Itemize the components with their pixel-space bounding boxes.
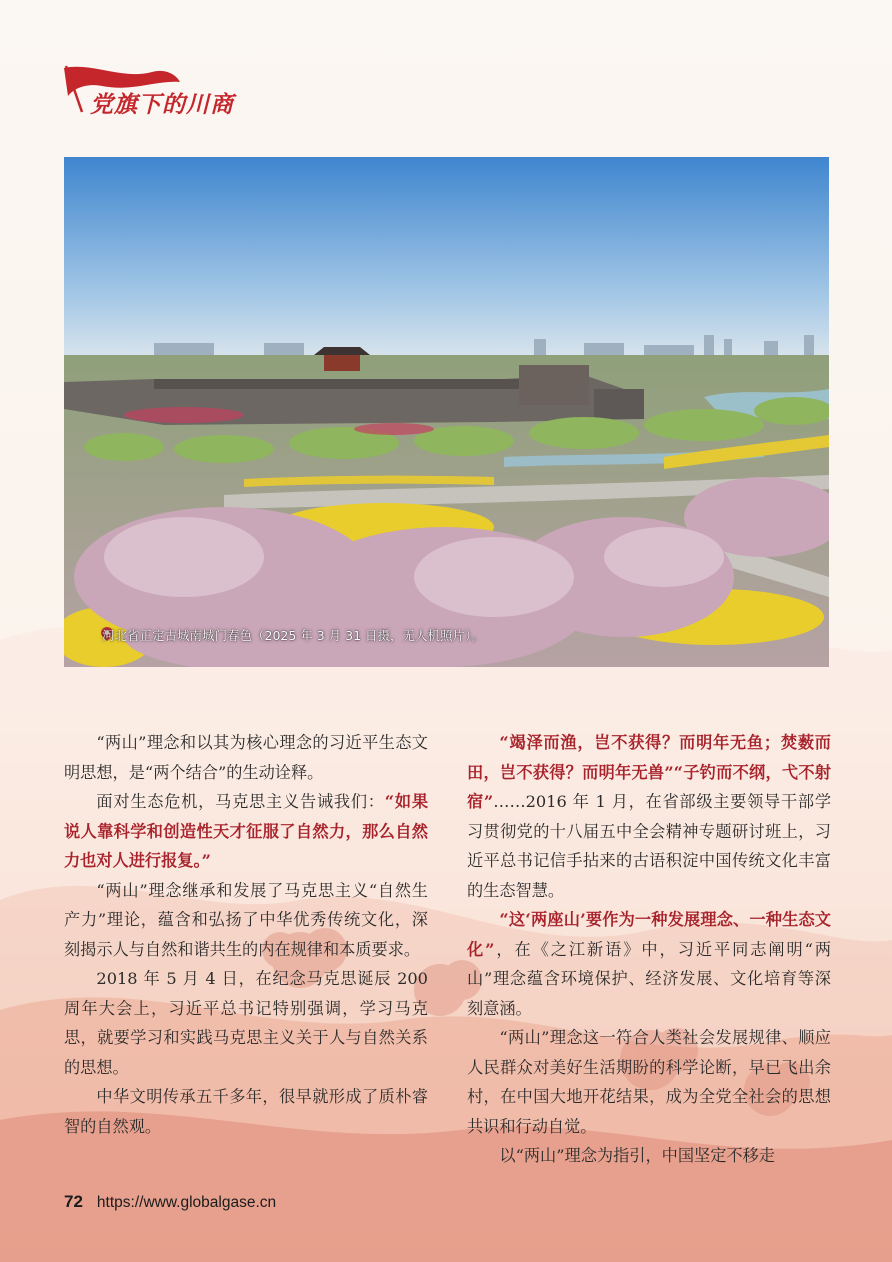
page-footer bbox=[64, 1192, 276, 1212]
left-text-column bbox=[64, 728, 428, 1141]
paragraph: “这‘两座山’要作为一种发展理念、一种生态文化”，在《之江新语》中，习近平同志阐明“两山”理念蕴含环境保护、经济发展、文化培育等深刻意涵。 bbox=[467, 910, 832, 1018]
header-logo bbox=[62, 62, 234, 120]
paragraph: 中华文明传承五千多年，很早就形成了质朴睿智的自然观。 bbox=[64, 1087, 428, 1136]
paragraph: “竭泽而渔，岂不获得？而明年无鱼；焚薮而田，岂不获得？而明年无兽”“子钓而不纲，弋不射宿”……2016 年 1 月，在省部级主要领导干部学习贯彻党的十八届五中全会精神专题研讨班上，习近平总书记信手拈来的古语积淀中国传统文化丰富的生态智慧。 bbox=[467, 733, 832, 900]
photo-ancient-city-gate bbox=[64, 157, 829, 667]
page-number: 72 bbox=[64, 1192, 83, 1211]
quote-highlight: “这‘两座山’要作为一种发展理念、一种生态文化” bbox=[467, 910, 831, 959]
paragraph: “两山”理念和以其为核心理念的习近平生态文明思想，是“两个结合”的生动诠释。 bbox=[64, 733, 428, 782]
paragraph: “两山”理念继承和发展了马克思主义“自然生产力”理论，蕴含和弘扬了中华优秀传统文化，深刻揭示人与自然和谐共生的内在规律和本质要求。 bbox=[64, 880, 428, 959]
paragraph: “两山”理念这一符合人类社会发展规律、顺应人民群众对美好生活期盼的科学论断，早已飞出余村，在中国大地开花结果，成为全党全社会的思想共识和行动自觉。 bbox=[467, 1028, 831, 1136]
paragraph: 面对生态危机，马克思主义告诫我们：“如果说人靠科学和创造性天才征服了自然力，那么自然力也对人进行报复。” bbox=[64, 792, 429, 870]
photo-caption: 河北省正定古城南城门春色（2025 年 3 月 31 日摄，无人机照片）。 bbox=[102, 628, 484, 643]
paragraph: 2018 年 5 月 4 日，在纪念马克思诞辰 200 周年大会上，习近平总书记特别强调，学习马克思，就要学习和实践马克思主义关于人与自然关系的思想。 bbox=[64, 969, 428, 1077]
quote-highlight: “如果说人靠科学和创造性天才征服了自然力，那么自然力也对人进行报复。” bbox=[64, 792, 429, 870]
footer-url[interactable]: https://www.globalgase.cn bbox=[96, 1194, 277, 1211]
right-text-column bbox=[467, 728, 831, 1171]
paragraph: 以“两山”理念为指引，中国坚定不移走 bbox=[499, 1146, 775, 1165]
logo-text: 党旗下的川商 bbox=[90, 91, 234, 118]
quote-highlight: “竭泽而渔，岂不获得？而明年无鱼；焚薮而田，岂不获得？而明年无兽”“子钓而不纲，弋不射宿” bbox=[467, 733, 831, 811]
